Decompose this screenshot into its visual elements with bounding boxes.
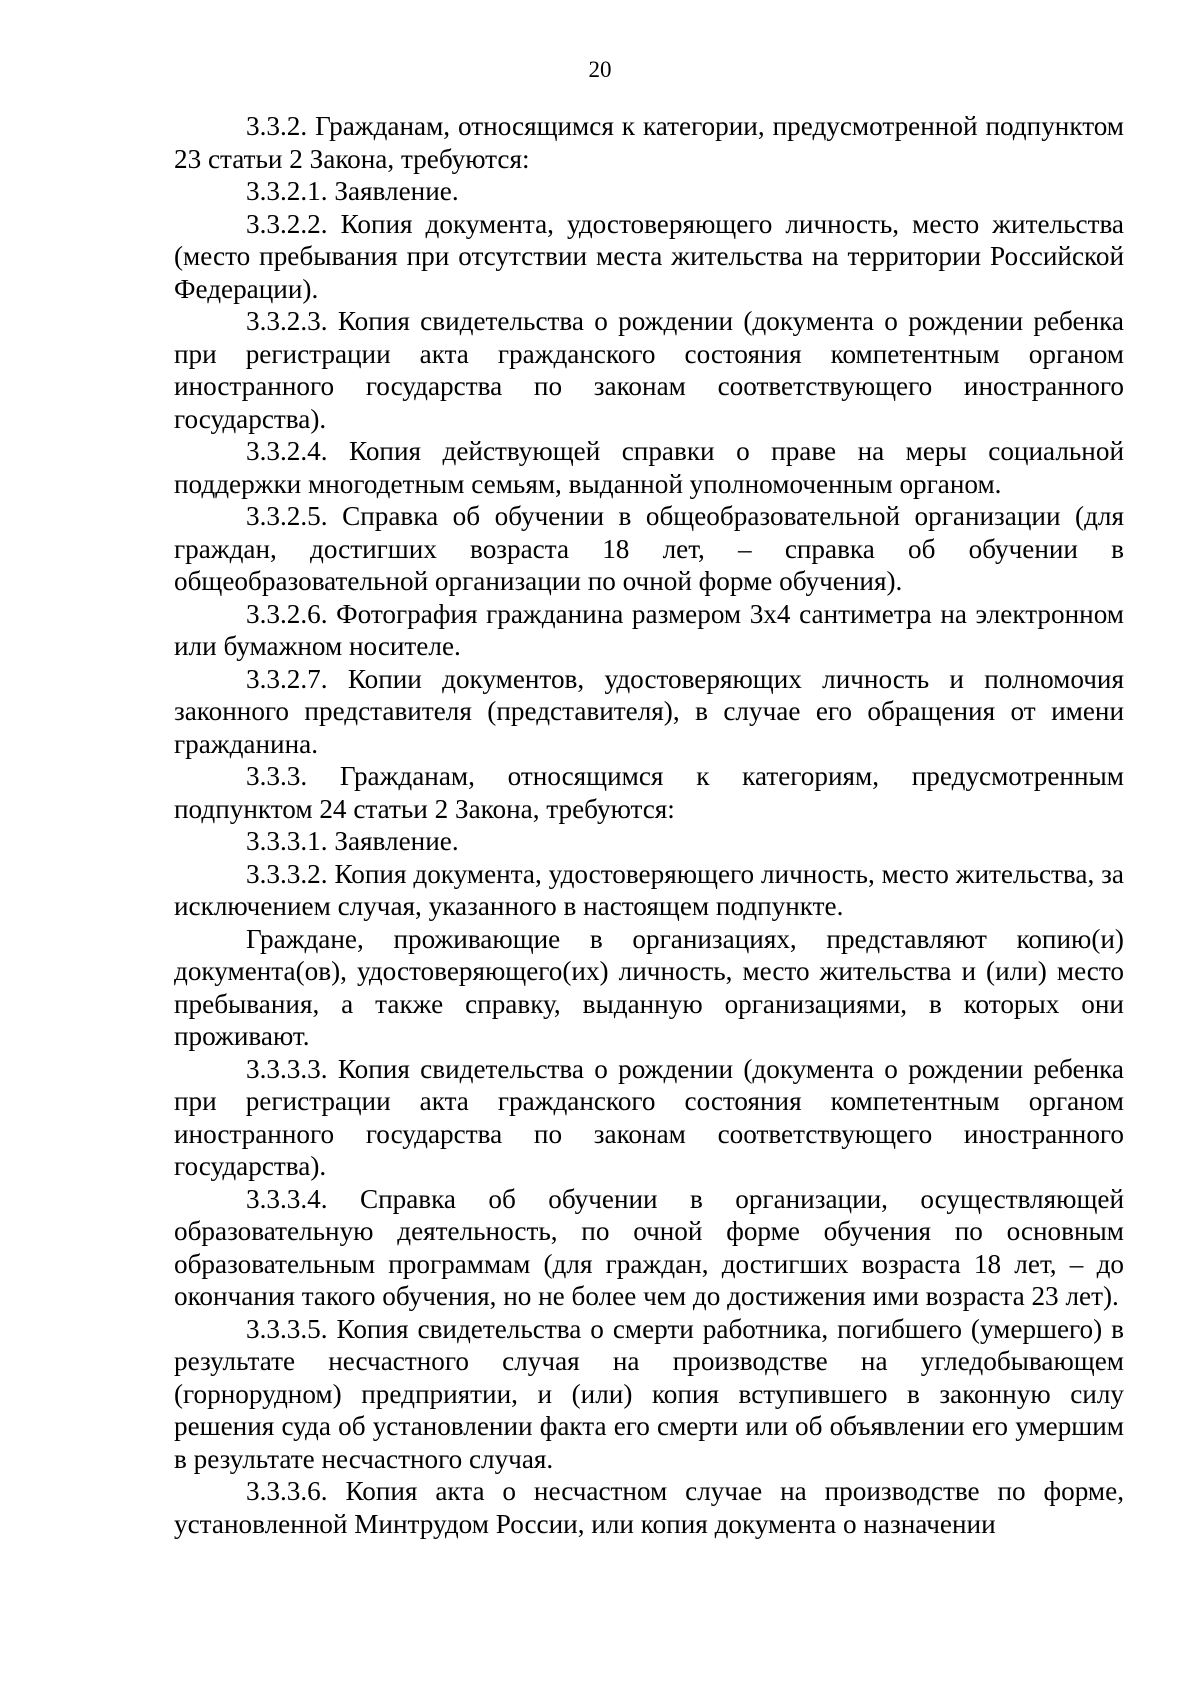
paragraph-3-3-3-5: 3.3.3.5. Копия свидетельства о смерти работника, погибшего (умершего) в результате несчастного случая на производстве на угледобывающем (горнорудном) предприятии, и (или) копия вступившего в законную силу решения суда об установлении факта его смерти или об объявлении его умершим в результате несчастного случая. [174, 1313, 1124, 1474]
paragraph-3-3-3-1: 3.3.3.1. Заявление. [246, 826, 459, 856]
paragraph-3-3-3-4: 3.3.3.4. Справка об обучении в организации, осуществляющей образовательную деятельность, по очной форме обучения по основным образовательным программам (для граждан, достигших возраста 18 лет, – до окончания такого обучения, но не более чем до достижения ими возраста 23 лет). [174, 1183, 1124, 1311]
paragraph-3-3-2-2: 3.3.2.2. Копия документа, удостоверяющего личность, место жительства (место пребывания при отсутствии места жительства на территории Российской Федерации). [174, 208, 1124, 304]
paragraph-3-3-2-7: 3.3.2.7. Копии документов, удостоверяющих личность и полномочия законного представителя (представителя), в случае его обращения от имени гражданина. [174, 663, 1124, 759]
paragraph-3-3-2-4: 3.3.2.4. Копия действующей справки о праве на меры социальной поддержки многодетным семьям, выданной уполномоченным органом. [174, 436, 1124, 499]
paragraph-3-3-3-3: 3.3.3.3. Копия свидетельства о рождении (документа о рождении ребенка при регистрации акта гражданского состояния компетентным органом иностранного государства по законам соответствующего иностранного государства). [174, 1053, 1124, 1181]
document-body [174, 110, 1124, 1540]
paragraph-3-3-3-6: 3.3.3.6. Копия акта о несчастном случае на производстве по форме, установленной Минтрудом России, или копия документа о назначении [174, 1476, 1124, 1539]
paragraph-3-3-2: 3.3.2. Гражданам, относящимся к категории, предусмотренной подпунктом 23 статьи 2 Закона, требуются: [174, 111, 1124, 174]
page-number: 20 [588, 57, 612, 82]
paragraph-3-3-2-6: 3.3.2.6. Фотография гражданина размером 3х4 сантиметра на электронном или бумажном носителе. [174, 598, 1124, 661]
paragraph-3-3-3: 3.3.3. Гражданам, относящимся к категориям, предусмотренным подпунктом 24 статьи 2 Закона, требуются: [174, 761, 1124, 824]
paragraph-3-3-2-5: 3.3.2.5. Справка об обучении в общеобразовательной организации (для граждан, достигших возраста 18 лет, – справка об обучении в общеобразовательной организации по очной форме обучения). [174, 501, 1124, 596]
paragraph-3-3-2-1: 3.3.2.1. Заявление. [246, 176, 459, 206]
paragraph-residents-in-organizations: Граждане, проживающие в организациях, представляют копию(и) документа(ов), удостоверяющего(их) личность, место жительства и (или) место пребывания, а также справку, выданную организациями, в которых они проживают. [174, 923, 1124, 1051]
paragraph-3-3-3-2: 3.3.3.2. Копия документа, удостоверяющего личность, место жительства, за исключением случая, указанного в настоящем подпункте. [174, 858, 1124, 921]
paragraph-3-3-2-3: 3.3.2.3. Копия свидетельства о рождении (документа о рождении ребенка при регистрации акта гражданского состояния компетентным органом иностранного государства по законам соответствующего иностранного государства). [174, 306, 1124, 434]
